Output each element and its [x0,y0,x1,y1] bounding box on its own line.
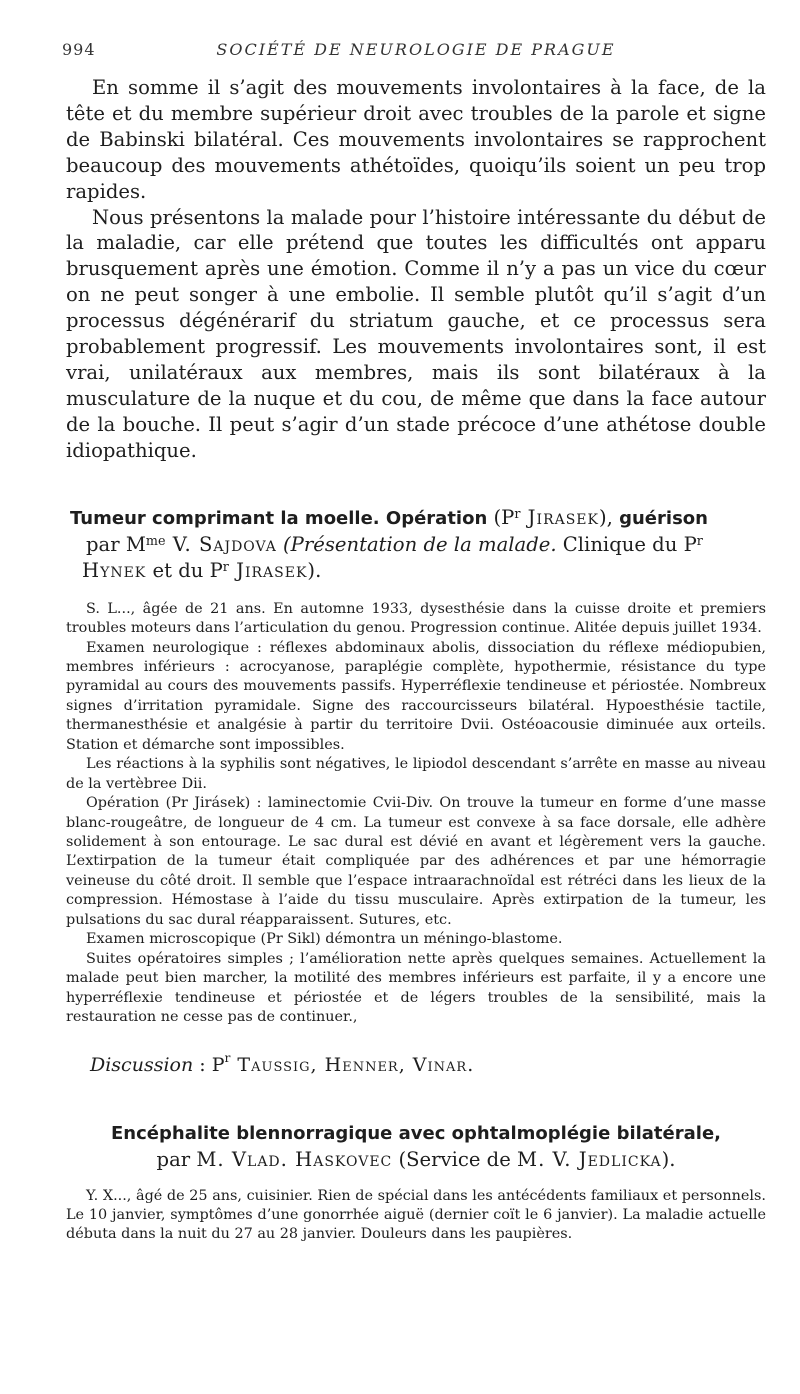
page-header [62,40,766,66]
article1-paragraph-5: Examen microscopique (Pr Sikl) démontra un méningo-blastome. [86,931,563,948]
article1-paragraph-1: S. L..., âgée de 21 ans. En automne 1933, dysesthésie dans la cuisse droite et premiers troubles moteurs dans l’articulation du genou. Progression continue. Alitée depuis juillet 1934. [66,600,766,637]
article2-title-bold: Encéphalite blennorragique avec ophtalmoplégie bilatérale, [111,1122,721,1144]
page-number: 994 [62,40,96,59]
article1-paragraph-2: Examen neurologique : réflexes abdominaux abolis, dissociation du réflexe médiopubien, membres inférieurs : acrocyanose, paraplégie complète, hypothermie, résistance du type pyramidal au cours des mouvements passifs. Hyperréflexie tendineuse et périostée. Nombreux signes d’irritation pyramidale. Signe des raccourcisseurs bilatéral. Hypoesthésie tactile, thermanesthésie et analgésie à partir du territoire Dvii. Ostéoacousie diminuée aux orteils. Station et démarche sont impossibles. [66,639,766,753]
article1-paragraph-3: Les réactions à la syphilis sont négatives, le lipiodol descendant s’arrête en masse au niveau de la vertèbree Dii. [66,756,766,792]
article1-title-bold2: guérison [619,507,708,529]
discussion-names: Taussig, Henner, Vinar. [230,1053,475,1076]
article1-byline: par $M^{me}$ V. Sajdova (Présentation de la malade. Clinique du $P^r$ Hynek et du $P^r$ Jirasek). [82,532,703,582]
article1-prof1-name: Jirasek [520,505,599,529]
article1-title: Tumeur comprimant la moelle. Opération ($P^r$ Jirasek), guérison par $M^{me}$ V. Sajdova (Présentation de la malade. Clinique du $P^r$ Hynek et du $P^r$ Jirasek). [66,505,766,584]
page [62,40,766,1245]
article1-discussion: Discussion : $P^r$ Taussig, Henner, Vinar. [90,1051,475,1076]
intro-paragraph-1: En somme il s’agit des mouvements involontaires à la face, de la tête et du membre supérieur droit avec troubles de la parole et signe de Babinski bilatéral. Ces mouvements involontaires se rapprochent beaucoup des mouvements athétoïdes, quoiqu’ils soient un peu trop rapides. [66,76,766,203]
article1-paragraph-4: Opération (Pr Jirásek) : laminectomie Cvii-Div. On trouve la tumeur en forme d’une masse blanc-rougeâtre, de longueur de 4 cm. La tumeur est convexe à sa face dorsale, elle adhère solidement à son entourage. Le sac dural est dévié en avant et légèrement vers la gauche. L’extirpation de la tumeur était compliquée par des adhérences et par une hémorragie veineuse du côté droit. Il semble que l’espace intraarachnoïdal est rétréci dans les lieux de la compression. Hémostase à l’aide du tissu musculaire. Après extirpation de la tumeur, les pulsations du sac dural réapparaissent. Sutures, etc. [66,795,766,928]
article1-presentation: (Présentation de la malade. [276,532,557,556]
intro-paragraph-2: Nous présentons la malade pour l’histoire intéressante du début de la maladie, car elle prétend que toutes les difficultés ont apparu brusquement après une émotion. Comme il n’y a pas un vice du cœur on ne peut songer à une embolie. Il semble plutôt qu’il s’agit d’un processus dégénérarif du striatum gauche, et ce processus sera probablement progressif. Les mouvements involontaires sont, il est vrai, unilatéraux aux membres, mais ils sont bilatéraux à la musculature de la nuque et du cou, de même que dans la face autour de la bouche. Il peut s’agir d’un stade précoce d’une athétose double idiopathique. [66,205,766,462]
article2-paragraph-1: Y. X..., âgé de 25 ans, cuisinier. Rien de spécial dans les antécédents familiaux et personnels. Le 10 janvier, symptômes d’une gonorrhée aiguë (dernier coït le 6 janvier). La maladie actuelle débuta dans la nuit du 27 au 28 janvier. Douleurs dans les paupières. [66,1187,766,1243]
article1-title-bold: Tumeur comprimant la moelle. Opération [70,507,488,529]
running-title: SOCIÉTÉ DE NEUROLOGIE DE PRAGUE [216,40,616,59]
article1-author: V. Sajdova [165,532,277,556]
article2-byline: par M. Vlad. Haskovec (Service de M. V. Jedlicka). [156,1147,676,1171]
discussion-label: Discussion [90,1053,194,1076]
article2-title [66,1120,766,1173]
article1-paragraph-6: Suites opératoires simples ; l’amélioration nette après quelques semaines. Actuellement la malade peut bien marcher, la motilité des membres inférieurs est parfaite, il y a encore une hyperréflexie tendineuse et périostée et de légers troubles de la sensibilité, mais la restauration ne cesse pas de continuer., [66,950,766,1026]
